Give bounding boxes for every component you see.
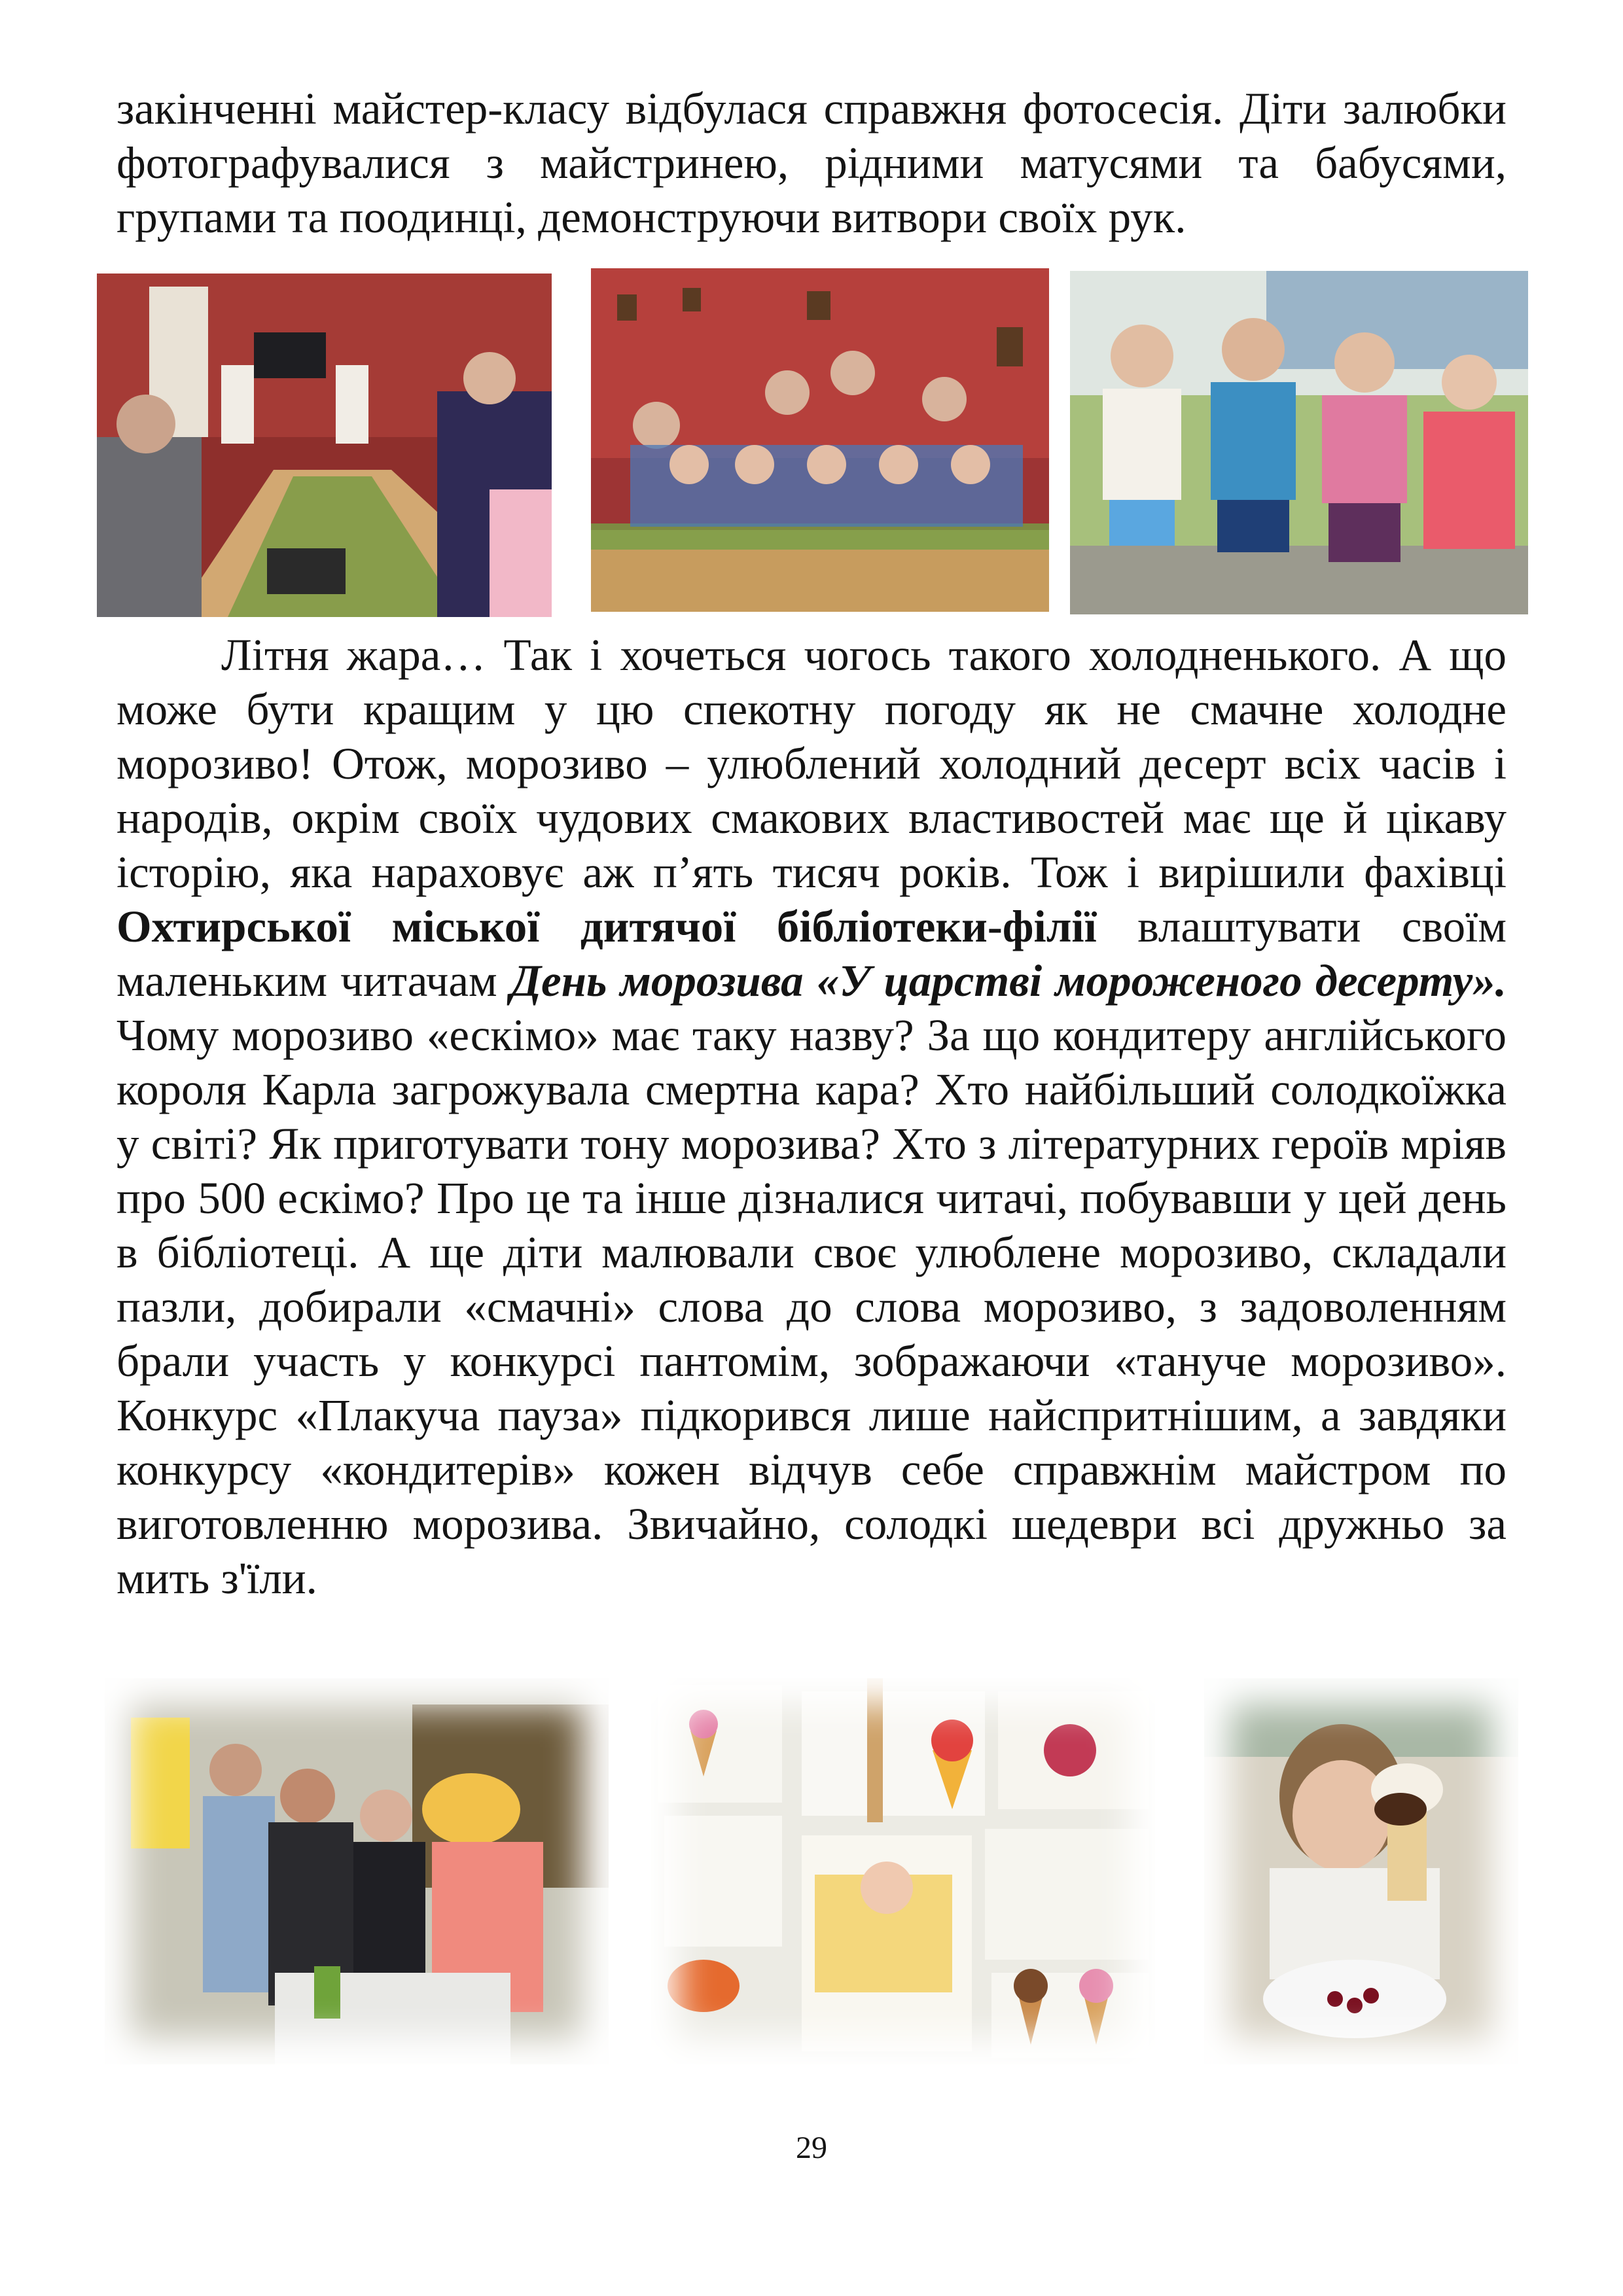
paragraph-text-part3: Чому морозиво «ескімо» має таку назву? За що кондитеру англійського короля Карла загрожувала смертна кара? Хто найбільший солодкоїжка у світі? Як приготувати тону морозива? Хто з літературних героїв мріяв про 500 ескімо? Про це та інше дізналися читачі, побувавши у цей день в бібліотеці. А ще діти малювали своє улюблене морозиво, складали пазли, добирали «смачні» слова до слова морозиво, з задоволенням брали участь у конкурсі пантомім, зображаючи «тануче морозиво». Конкурс «Плакуча пауза» підкорився лише найспритнішим, а завдяки конкурсу «кондитерів» кожен відчув себе справжнім майстром по виготовленню морозива. Звичайно, солодкі шедеври всі дружньо за мить з'їли. xyxy=(116,1010,1507,1603)
paragraph-text-part2: влаштувати своїм маленьким читачам xyxy=(116,902,1507,1006)
photo-ice-cream-drawings xyxy=(651,1678,1155,2064)
photo-girl-eating-ice-cream xyxy=(1204,1678,1518,2064)
photo-four-children xyxy=(1070,271,1528,614)
photo-workshop-table xyxy=(97,274,552,617)
library-name: Охтирської міської дитячої бібліотеки-філії xyxy=(116,902,1097,951)
photo-group-wreaths xyxy=(591,268,1049,612)
event-title: День морозива «У царстві мороженого десерту». xyxy=(510,956,1507,1006)
paragraph-text-part1: Літня жара… Так і хочеться чогось такого холодненького. А що може бути кращим у цю спекотну погоду як не смачне холодне морозиво! Отож, морозиво – улюблений холодний десерт всіх часів і народів, окрім своїх чудових смакових властивостей має ще й цікаву історію, яка нараховує аж п’ять тисяч років. Тож і вирішили фахівці xyxy=(116,630,1507,897)
page-number: 29 xyxy=(796,2130,827,2165)
paragraph-masterclass xyxy=(116,82,1507,245)
photo-children-cooking xyxy=(105,1678,609,2064)
paragraph-ice-cream-day xyxy=(116,628,1507,1606)
paragraph-text: закінченні майстер-класу відбулася справжня фотосесія. Діти залюбки фотографувалися з майстринею, рідними матусями та бабусями, групами та поодинці, демонструючи витвори своїх рук. xyxy=(116,84,1507,242)
